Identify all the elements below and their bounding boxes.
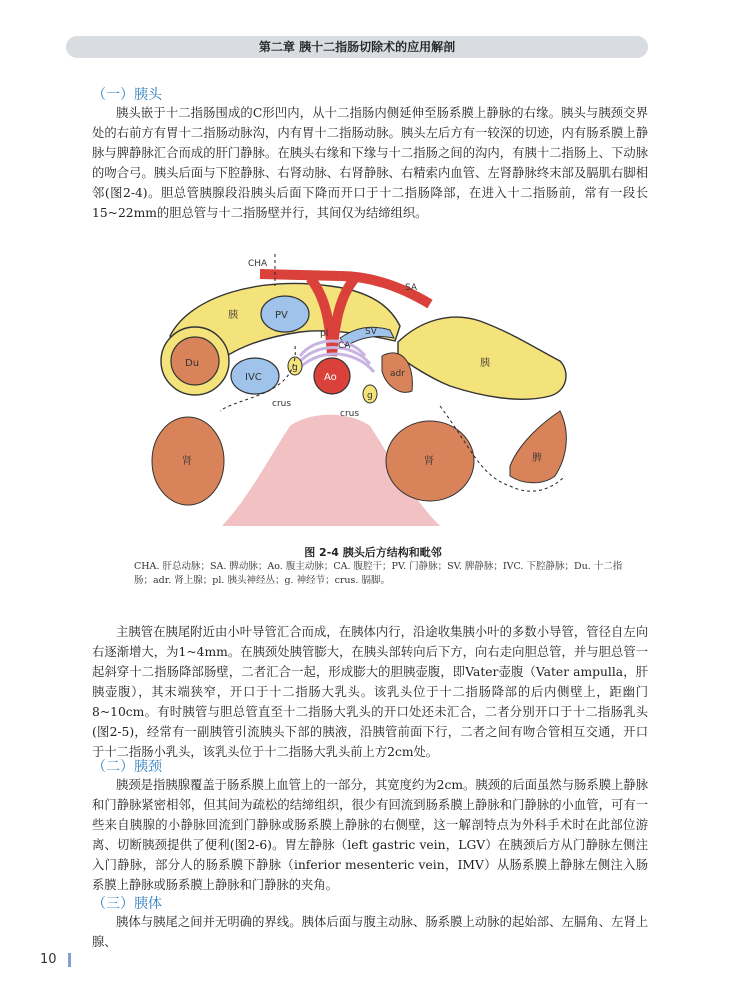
section-heading-pancreas-head: （一）胰头 (92, 87, 162, 103)
spleen (510, 411, 566, 483)
label-kidney-left: 肾 (182, 456, 192, 467)
paragraph-main-duct: 主胰管在胰尾附近由小叶导管汇合而成，在胰体内行，沿途收集胰小叶的多数小导管，管径自左向右逐渐增大，为1~4mm。在胰颈处胰管膨大，在胰头部转向后下方，向右走向胆总管，并与胆总管一起斜穿十二指肠降部肠壁，二者汇合一起，形成膨大的胆胰壶腹，即Vater壶腹（Vater ampulla，肝胰壶腹），其末端狭窄，开口于十二指肠大乳头。该乳头位于十二指肠降部的后内侧壁上，距幽门8~10cm。有时胰管与胆总管直至十二指肠大乳头的开口处还未汇合，二者分别开口于十二指肠乳头(图2-5)，经常有一副胰管引流胰头下部的胰液，沿胰管前面下行，二者之间有吻合管相互交通，开口于十二指肠小乳头，该乳头位于十二指肠大乳头前上方2cm处。 (92, 625, 648, 759)
label-pl: pl (320, 329, 329, 339)
label-crus2: crus (340, 409, 360, 419)
label-adr: adr (390, 369, 405, 379)
label-ivc: IVC (245, 372, 262, 383)
section-heading-pancreas-neck: （二）胰颈 (92, 759, 162, 775)
anatomy-figure (150, 246, 580, 536)
label-sa: SA (405, 283, 418, 293)
label-g1: g (292, 363, 298, 373)
label-ao: Ao (324, 372, 337, 383)
page-number: 10 (40, 952, 57, 967)
label-sv: SV (365, 327, 377, 337)
label-pancreas-right: 胰 (480, 358, 490, 369)
label-du: Du (185, 358, 200, 369)
label-pancreas-left: 胰 (228, 310, 238, 321)
section-heading-pancreas-body: （三）胰体 (92, 896, 162, 912)
label-g2: g (367, 391, 373, 401)
paragraph-pancreas-body: 胰体与胰尾之间并无明确的界线。胰体后面与腹主动脉、肠系膜上动脉的起始部、左膈角、左肾上腺、 (92, 915, 648, 949)
figure-caption: 图 2-4 胰头后方结构和毗邻 (304, 546, 442, 559)
label-spleen: 脾 (532, 453, 542, 464)
paragraph-pancreas-head: 胰头嵌于十二指肠围成的C形凹内，从十二指肠内侧延伸至肠系膜上静脉的右缘。胰头与胰颈交界处的右前方有胃十二指肠动脉沟，内有胃十二指肠动脉。胰头左后方有一较深的切迹，内有肠系膜上静脉与脾静脉汇合而成的肝门静脉。在胰头右缘和下缘与十二指肠之间的沟内，有胰十二指肠上、下动脉的吻合弓。胰头后面与下腔静脉、右肾动脉、右肾静脉、右精索内血管、左肾静脉终末部及膈肌右脚相邻(图2-4)。胆总管胰腺段沿胰头后面下降而开口于十二指肠降部，在进入十二指肠前，常有一段长15~22mm的胆总管与十二指肠壁并行，其间仅为结缔组织。 (92, 106, 648, 220)
label-ca: CA (338, 341, 351, 351)
label-kidney-right: 肾 (424, 456, 434, 467)
common-hepatic-artery (260, 274, 340, 276)
label-cha: CHA (248, 259, 268, 269)
page-marker-bar (68, 953, 71, 967)
paragraph-pancreas-neck: 胰颈是指胰腺覆盖于肠系膜上血管上的一部分，其宽度约为2cm。胰颈的后面虽然与肠系膜上静脉和门静脉紧密相邻，但其间为疏松的结缔组织，很少有回流到肠系膜上静脉和门静脉的小血管，可有一些来自胰腺的小静脉回流到门静脉或肠系膜上静脉的右侧壁，这一解剖特点为外科手术时在此部位游离、切断胰颈提供了便利(图2-6)。胃左静脉（left gastric vein，LGV）在胰颈后方从门静脉左侧注入门静脉，部分人的肠系膜下静脉（inferior mesenteric vein，IMV）从肠系膜上静脉左侧注入肠系膜上静脉或肠系膜上静脉和门静脉的夹角。 (92, 778, 648, 892)
label-crus1: crus (272, 399, 292, 409)
label-pv: PV (275, 310, 288, 321)
chapter-header: 第二章 胰十二指肠切除术的应用解剖 (66, 36, 648, 58)
figure-legend: CHA. 肝总动脉；SA. 脾动脉；Ao. 腹主动脉；CA. 腹腔干；PV. 门静脉；SV. 脾静脉；IVC. 下腔静脉；Du. 十二指肠；adr. 肾上腺；pl. 胰头神经丛；g. 神经节；crus. 膈脚。 (134, 561, 623, 586)
